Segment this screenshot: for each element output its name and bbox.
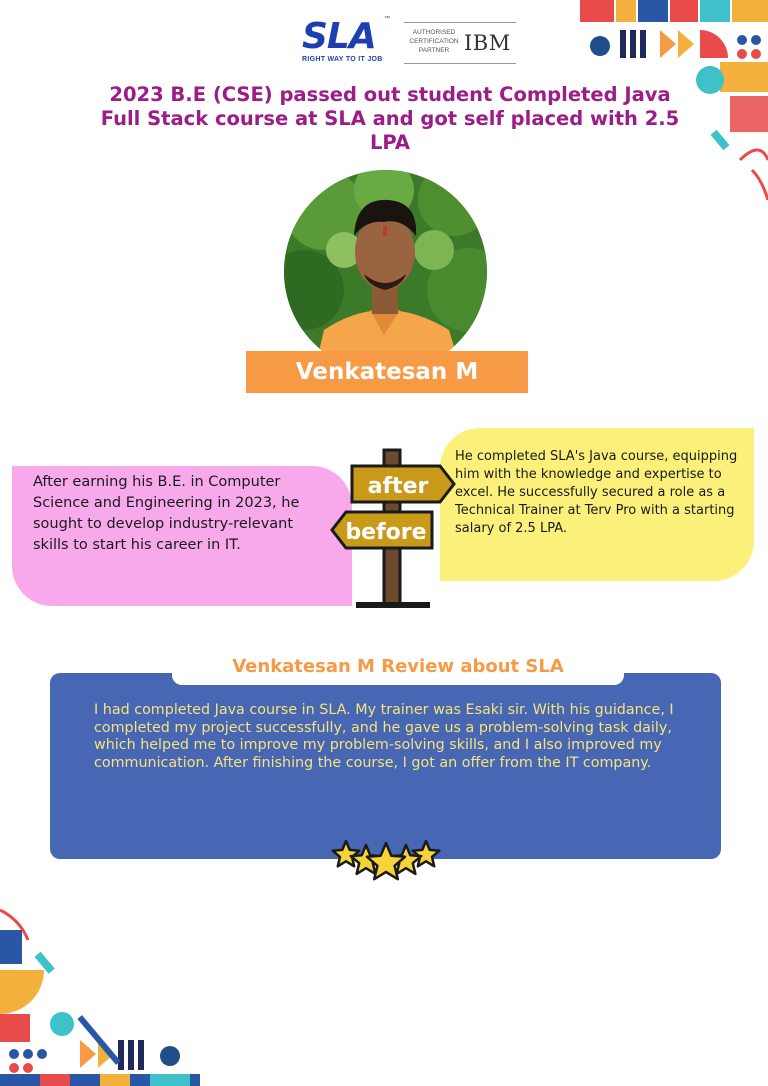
partner-label: AUTHORISED CERTIFICATION PARTNER [409,29,459,54]
portrait-icon [284,170,487,373]
page-title: 2023 B.E (CSE) passed out student Completed Java Full Stack course at SLA and got self placed with 2.5 LPA [100,83,680,154]
bottom-left-decoration [0,890,200,1086]
star-icon [367,843,405,879]
student-photo [284,170,487,373]
review-title: Venkatesan M Review about SLA [172,651,624,685]
ibm-logo: IBM [464,31,511,55]
star-icon [333,841,360,866]
signpost-icon [328,446,458,612]
before-sign-label: before [345,520,427,545]
after-sign-label: after [367,474,429,499]
ibm-partner-badge [404,22,516,64]
after-description: He completed SLA's Java course, equipping him with the knowledge and expertise to excel. He successfully secured a role as a Technical Trainer at Terv Pro with a starting salary of 2.5 LPA. [455,449,738,536]
sla-logo-trademark: ™ [384,16,390,22]
student-name: Venkatesan M [246,351,528,393]
sla-logo-tagline: RIGHT WAY TO IT JOB [302,56,383,63]
rating-stars [330,833,442,887]
star-icon [413,841,440,866]
header-logos [300,16,520,68]
review-text: I had completed Java course in SLA. My trainer was Esaki sir. With his guidance, I completed my project successfully, and he gave us a problem-solving task daily, which helped me to improve my problem-solving skills, and I also improved my communication. After finishing the course, I got an offer from the IT company. [94,702,674,771]
before-description: After earning his B.E. in Computer Science and Engineering in 2023, he sought to develop industry-relevant skills to start his career in IT. [33,474,300,553]
sla-logo: SLA [302,16,376,57]
